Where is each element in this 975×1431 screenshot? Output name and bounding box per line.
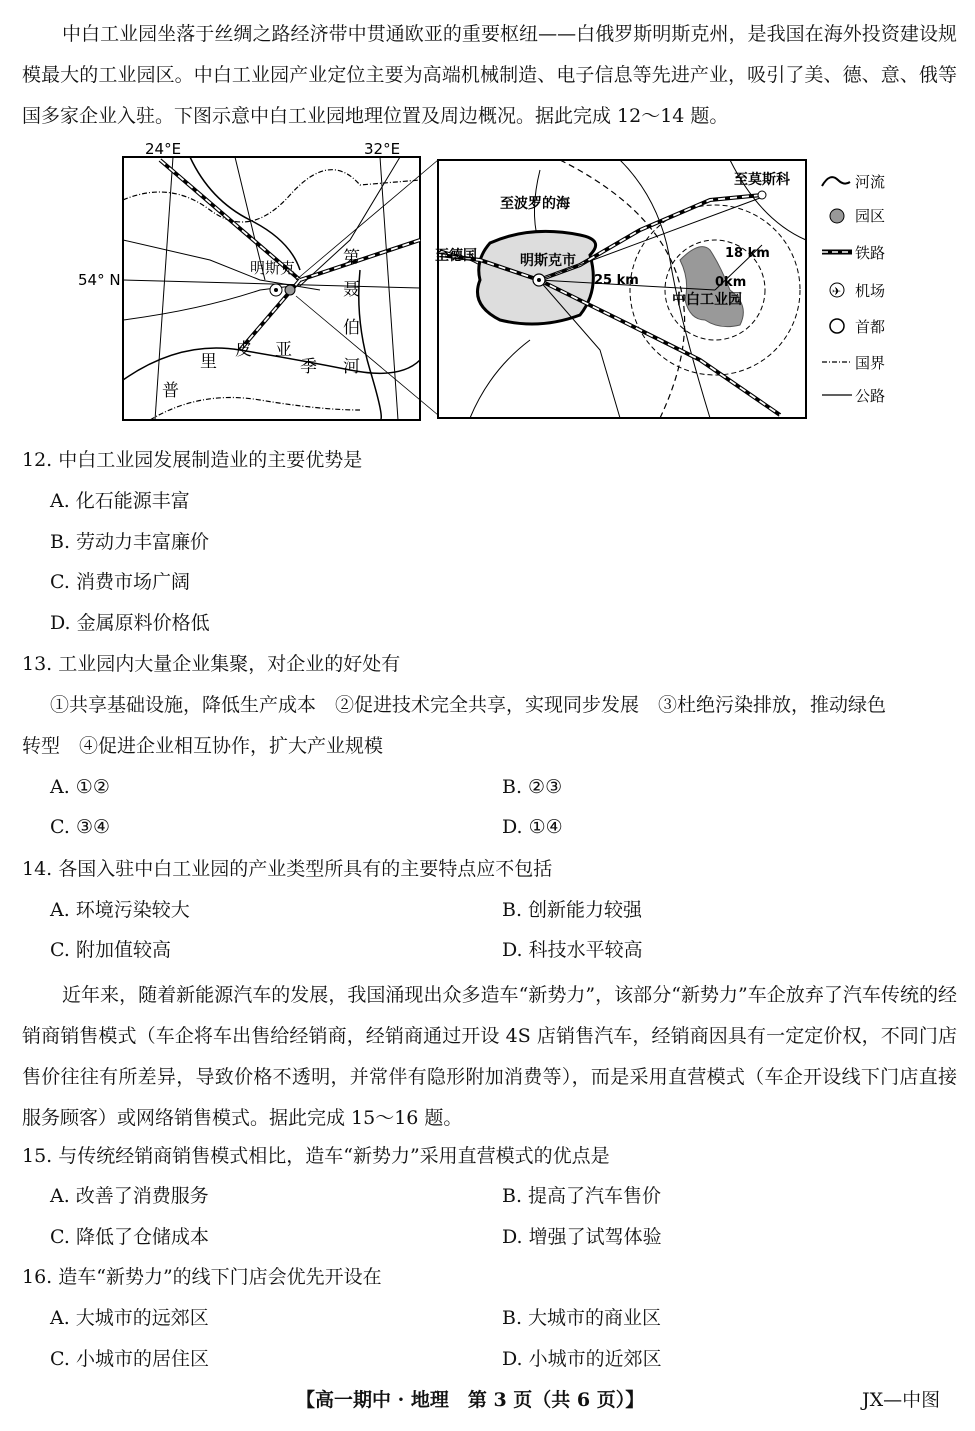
to-moscow-label: 至莫斯科 <box>734 172 790 188</box>
legend-river-label: 河流 <box>855 173 886 191</box>
park-label: 中白工业园 <box>672 292 742 308</box>
legend-capital-label: 首都 <box>855 318 886 336</box>
legend-railway-label: 铁路 <box>855 244 886 262</box>
q12-option-c: C. 消费市场广阔 <box>50 571 190 593</box>
region-char-5: 季 <box>300 357 317 377</box>
q13-option-d: D. ①④ <box>502 816 563 838</box>
q13-option-c: C. ③④ <box>50 816 111 838</box>
q12-option-a: A. 化石能源丰富 <box>50 490 190 512</box>
q15-option-c: C. 降低了仓储成本 <box>50 1226 209 1248</box>
q14-stem: 14. 各国入驻中白工业园的产业类型所具有的主要特点应不包括 <box>22 858 553 880</box>
intro-paragraph-2: 近年来，随着新能源汽车的发展，我国涌现出众多造车“新势力”，该部分“新势力”车企放弃了汽车传统的经销商销售模式（车企将车出售给经销商，经销商通过开设 4S 店销售汽车，经销商因具有一定定价权，不同门店售价往往有所差异，导致价格不透明，并常伴有隐形附加消费等），而是采用直营模式（车企开设线下门店直接服务顾客）或网络销售模式。据此完成 15～16 题。 <box>22 984 957 1129</box>
q16-option-a: A. 大城市的远郊区 <box>50 1307 209 1329</box>
q15-option-a: A. 改善了消费服务 <box>50 1185 209 1207</box>
footer-page-info: 【高一期中 · 地理 第 3 页（共 6 页）】 <box>296 1389 645 1411</box>
river-icon <box>822 177 850 186</box>
legend-airport-label: 机场 <box>855 282 886 300</box>
q12-option-d: D. 金属原料价格低 <box>50 612 210 634</box>
q14-option-a: A. 环境污染较大 <box>50 899 190 921</box>
q12-option-b: B. 劳动力丰富廉价 <box>50 531 210 553</box>
region-char-1: 普 <box>162 381 179 401</box>
q16-stem: 16. 造车“新势力”的线下门店会优先开设在 <box>22 1266 382 1288</box>
dnieper-char-3: 伯 <box>343 318 360 338</box>
q16-option-c: C. 小城市的居住区 <box>50 1348 209 1370</box>
intro-paragraph-1: 中白工业园坐落于丝绸之路经济带中贯通欧亚的重要枢纽——白俄罗斯明斯克州，是我国在海外投资建设规模最大的工业园区。中白工业园产业定位主要为高端机械制造、电子信息等先进产业，吸引了美、德、意、俄等国多家企业入驻。下图示意中白工业园地理位置及周边概况。据此完成 12～14 题。 <box>22 23 957 127</box>
q13-option-b: B. ②③ <box>502 776 563 798</box>
to-germany-label: 至德国 <box>435 248 477 264</box>
lon-32-label: 32°E <box>364 140 401 158</box>
q13-option-a: A. ①② <box>50 776 110 798</box>
dist-18km-label: 18 km <box>725 246 770 261</box>
left-park-icon <box>285 285 295 295</box>
q15-option-b: B. 提高了汽车售价 <box>502 1185 662 1207</box>
lon-24-label: 24°E <box>145 140 182 158</box>
q12-stem: 12. 中白工业园发展制造业的主要优势是 <box>22 449 363 471</box>
q13-items-line-2: 转型 ④促进企业相互协作，扩大产业规模 <box>22 735 384 757</box>
legend-park-label: 园区 <box>855 207 886 225</box>
right-map <box>435 160 806 418</box>
legend-border-label: 国界 <box>855 354 886 372</box>
moscow-direction-node <box>758 191 766 199</box>
q13-items-line-1: ①共享基础设施，降低生产成本 ②促进技术完全共享，实现同步发展 ③杜绝污染排放，推动绿色 <box>50 694 887 716</box>
dnieper-char-4: 河 <box>343 357 360 377</box>
q15-stem: 15. 与传统经销商销售模式相比，造车“新势力”采用直营模式的优点是 <box>22 1145 610 1167</box>
footer-code: JX—中图 <box>862 1389 941 1411</box>
q14-option-d: D. 科技水平较高 <box>502 939 643 961</box>
region-char-2: 里 <box>200 352 217 372</box>
park-icon <box>830 209 844 223</box>
q16-option-b: B. 大城市的商业区 <box>502 1307 662 1329</box>
legend-road-label: 公路 <box>855 387 886 405</box>
capital-icon <box>830 319 844 333</box>
to-baltic-label: 至波罗的海 <box>500 196 570 212</box>
figure-maps <box>60 140 920 430</box>
lat-54-label: 54° N <box>78 271 121 289</box>
map-figure-svg <box>60 140 920 430</box>
region-char-4: 亚 <box>275 340 292 360</box>
left-city-label: 明斯克 <box>250 259 296 277</box>
left-map <box>78 140 438 420</box>
dist-0km-label: 0km <box>715 275 747 290</box>
q14-option-c: C. 附加值较高 <box>50 939 171 961</box>
region-char-3: 皮 <box>235 340 252 360</box>
dist-25km-label: 25 km <box>594 273 639 288</box>
dnieper-char-2: 聂 <box>343 280 360 300</box>
minsk-city-label: 明斯克市 <box>520 253 576 269</box>
svg-text:✈: ✈ <box>832 285 842 298</box>
map-legend <box>822 173 885 405</box>
q15-option-d: D. 增强了试驾体验 <box>502 1226 662 1248</box>
q16-option-d: D. 小城市的近郊区 <box>502 1348 662 1370</box>
dnieper-char-1: 第 <box>343 248 360 268</box>
q14-option-b: B. 创新能力较强 <box>502 899 643 921</box>
q13-stem: 13. 工业园内大量企业集聚，对企业的好处有 <box>22 653 401 675</box>
